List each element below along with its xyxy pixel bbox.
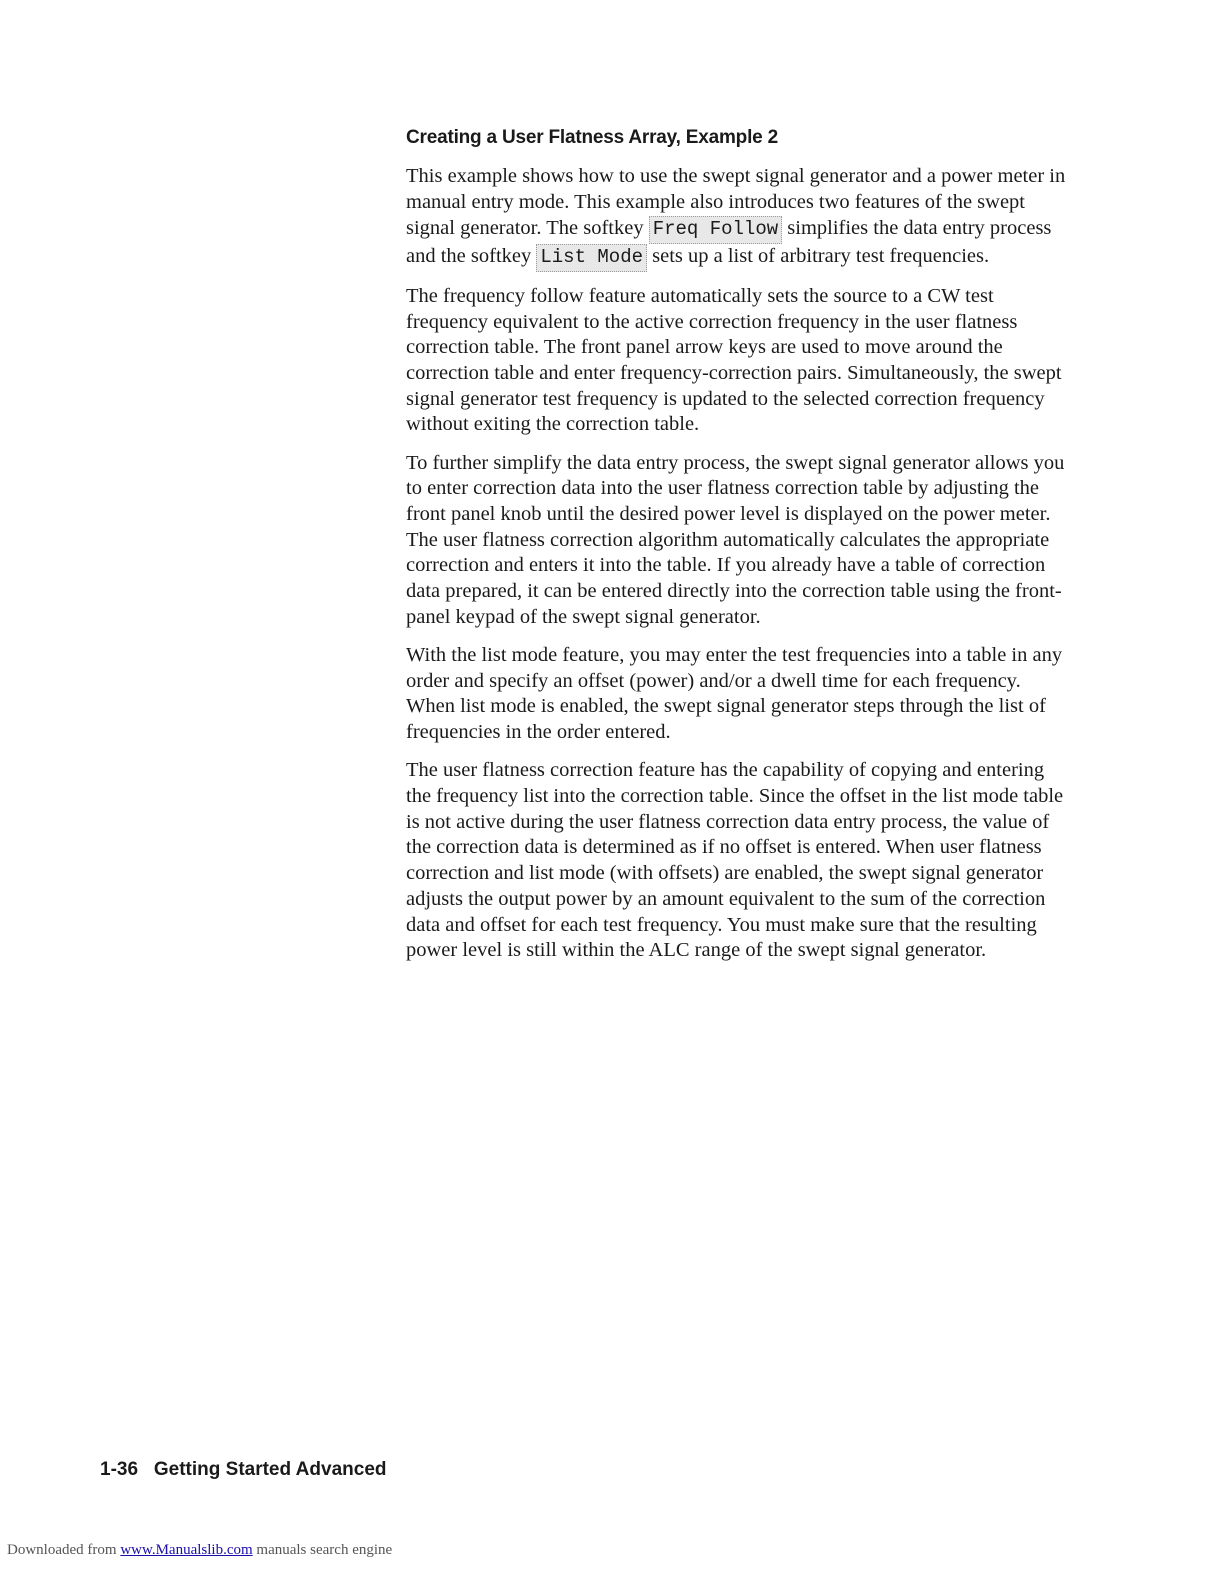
paragraph-5: The user flatness correction feature has the capability of copying and entering the frequency list into the correction table. Since the offset in the list mode table is not active during the user flatness correction data entry process, the value of the correction data is determined as if no offset is entered. When user flatness correction and list mode (with offsets) are enabled, the swept signal generator adjusts the output power by an amount equivalent to the sum of the correction data and offset for each test frequency. You must make sure that the resulting power level is still within the ALC range of the swept signal generator. (406, 759, 1064, 962)
paragraph-1-text-a: This example shows how to use the swept signal generator and a power meter in manual entry mode. This example also introduces two features of the swept signal generator. The softkey (406, 165, 1066, 240)
paragraph-1-text-c: sets up a list of arbitrary test frequencies. (652, 245, 990, 268)
download-prefix: Downloaded from (7, 1542, 121, 1558)
paragraph-2: The frequency follow feature automatically sets the source to a CW test frequency equivalent to the active correction frequency in the user flatness correction table. The front panel arrow keys are used to move around the correction table and enter frequency-correction pairs. Simultaneously, the swept signal generator test frequency is updated to the selected correction frequency without exiting the correction table. (406, 284, 1062, 436)
paragraph-3: To further simplify the data entry process, the swept signal generator allows you to enter correction data into the user flatness correction table by adjusting the front panel knob until the desired power level is displayed on the power meter. The user flatness correction algorithm automatically calculates the appropriate correction and enters it into the table. If you already have a table of correction data prepared, it can be entered directly into the correction table using the front-panel keypad of the swept signal generator. (406, 451, 1065, 628)
manualslib-link[interactable]: www.Manualslib.com (120, 1542, 253, 1558)
list-mode-softkey: List Mode (536, 244, 647, 272)
paragraph-4: With the list mode feature, you may enter the test frequencies into a table in any order and specify an offset (power) and/or a dwell time for each frequency. When list mode is enabled, the swept signal generator steps through the list of frequencies in the order entered. (406, 644, 1063, 744)
page-number: 1-36 (100, 1459, 139, 1480)
freq-follow-softkey: Freq Follow (649, 216, 782, 244)
body-text (406, 164, 1070, 976)
footer-section-title: Getting Started Advanced (153, 1459, 387, 1480)
paragraph-1-text-b: simplifies the data entry process and the softkey (406, 217, 1052, 268)
download-suffix: manuals search engine (252, 1542, 393, 1558)
page-footer (100, 1459, 387, 1481)
section-heading: Creating a User Flatness Array, Example 2 (406, 127, 778, 148)
paragraph-1 (406, 164, 1070, 271)
download-notice (7, 1542, 392, 1559)
